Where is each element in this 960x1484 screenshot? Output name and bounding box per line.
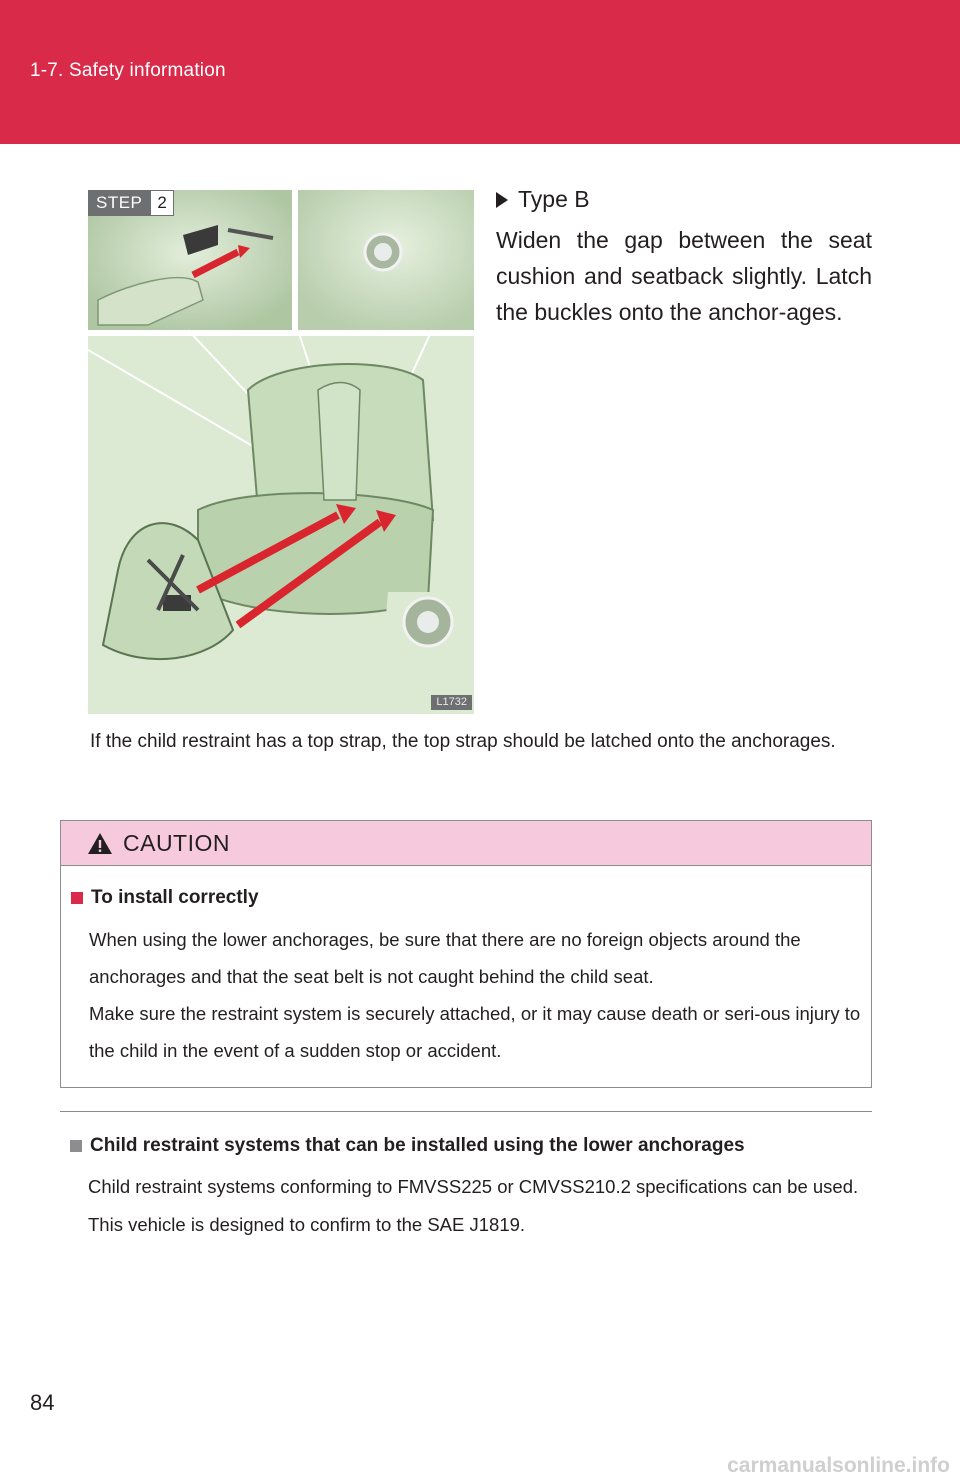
caution-paragraph-2: Make sure the restraint system is securely attached, or it may cause death or seri-ous injury to the child in the event of a sudden stop or accident. [89, 1003, 861, 1061]
caution-body [89, 921, 863, 1069]
step-word: STEP [88, 190, 150, 216]
type-heading [496, 186, 590, 213]
caution-title: CAUTION [123, 829, 230, 856]
section-divider [60, 1111, 872, 1112]
page-header [0, 0, 960, 144]
installation-illustration [88, 190, 474, 714]
caution-item-title: To install correctly [91, 887, 259, 908]
red-square-bullet-icon [71, 892, 83, 904]
step-badge [88, 190, 174, 216]
caution-box [60, 820, 872, 1088]
top-strap-note: If the child restraint has a top strap, the top strap should be latched onto the anchorages. [90, 731, 836, 752]
pointer-triangle-icon [496, 192, 508, 208]
caution-item-heading [71, 887, 259, 909]
page-number: 84 [30, 1390, 55, 1415]
seat-illustration-graphic [88, 190, 474, 714]
warning-triangle-icon [87, 832, 113, 855]
step-number: 2 [150, 190, 173, 216]
type-label-text: Type B [518, 186, 590, 212]
subsection-heading [70, 1135, 745, 1157]
section-title: 1-7. Safety information [30, 60, 226, 81]
watermark: carmanualsonline.info [727, 1454, 950, 1477]
caution-paragraph-1: When using the lower anchorages, be sure that there are no foreign objects around the anchorages and that the seat belt is not caught behind the child seat. [89, 929, 801, 987]
gray-square-bullet-icon [70, 1140, 82, 1152]
figure-code: L1732 [431, 695, 472, 710]
caution-header [61, 821, 871, 866]
subsection-body: Child restraint systems conforming to FMVSS225 or CMVSS210.2 specifications can be used. This vehicle is designed to confirm to the SAE J1819. [88, 1176, 859, 1235]
instruction-text: Widen the gap between the seat cushion and seatback slightly. Latch the buckles onto the anchor-ages. [496, 227, 872, 325]
subsection-title: Child restraint systems that can be installed using the lower anchorages [90, 1135, 745, 1156]
